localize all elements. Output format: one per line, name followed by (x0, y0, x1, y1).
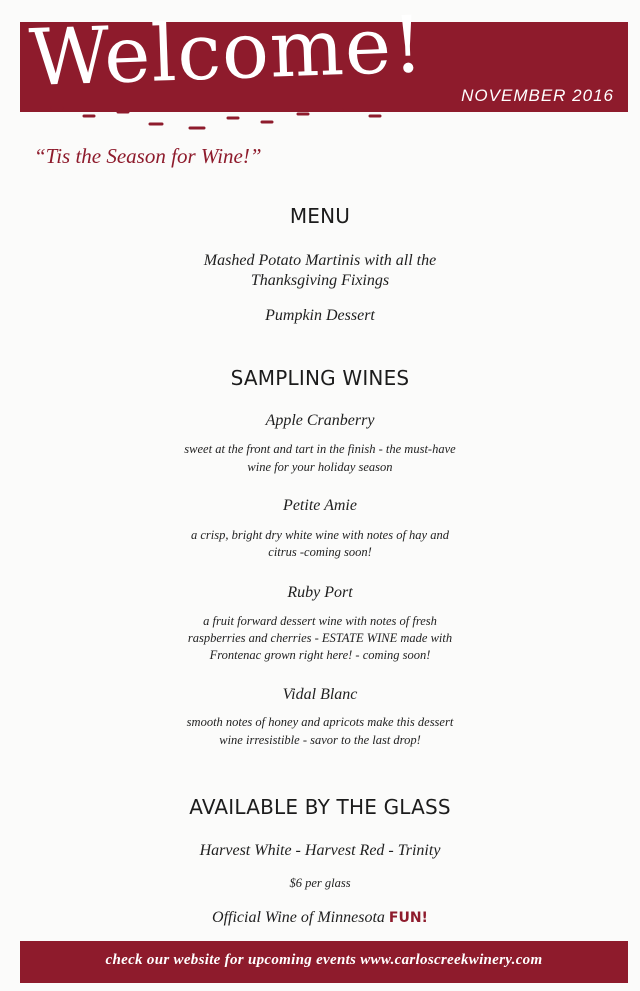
wine-description: wine for your holiday season (247, 460, 393, 474)
wine-description: citrus -coming soon! (268, 545, 372, 559)
wine-description: a crisp, bright dry white wine with notes of hay and (191, 528, 449, 542)
wine-name: Petite Amie (283, 497, 357, 514)
issue-date: NOVEMBER 2016 (461, 86, 614, 105)
wine-description: sweet at the front and tart in the finish - the must-have (184, 442, 456, 456)
wine-name: Vidal Blanc (282, 686, 358, 703)
glass-wine-list: Harvest White - Harvest Red - Trinity (199, 842, 441, 859)
wine-description: a fruit forward dessert wine with notes of fresh (203, 614, 437, 628)
menu-item: Pumpkin Dessert (265, 307, 375, 324)
official-wine-line (0, 907, 640, 929)
wine-description: raspberries and cherries - ESTATE WINE made with (187, 631, 453, 645)
menu-item-line: Mashed Potato Martinis with all the (203, 252, 437, 269)
wine-description: Frontenac grown right here! - coming soon! (209, 648, 431, 662)
glass-price: $6 per glass (289, 876, 351, 890)
menu-heading: MENU (289, 204, 351, 228)
wine-description: wine irresistible - savor to the last drop! (219, 733, 421, 747)
menu-item-line: Thanksgiving Fixings (250, 272, 390, 289)
tagline: “Tis the Season for Wine!” (34, 144, 262, 168)
footer-website-text: check our website for upcoming events www.carloscreekwinery.com (105, 952, 543, 968)
wine-name: Apple Cranberry (265, 412, 375, 429)
sampling-heading: SAMPLING WINES (230, 366, 410, 390)
wine-name: Ruby Port (287, 584, 353, 601)
fun-badge: FUN! (388, 910, 428, 926)
footer-banner (20, 941, 628, 983)
welcome-title: Welcome! (27, 0, 426, 104)
official-wine-text: Official Wine of Minnesota (212, 909, 385, 926)
wine-description: smooth notes of honey and apricots make this dessert (186, 715, 454, 729)
by-the-glass-heading: AVAILABLE BY THE GLASS (189, 795, 451, 819)
decorative-dashes (40, 104, 410, 144)
